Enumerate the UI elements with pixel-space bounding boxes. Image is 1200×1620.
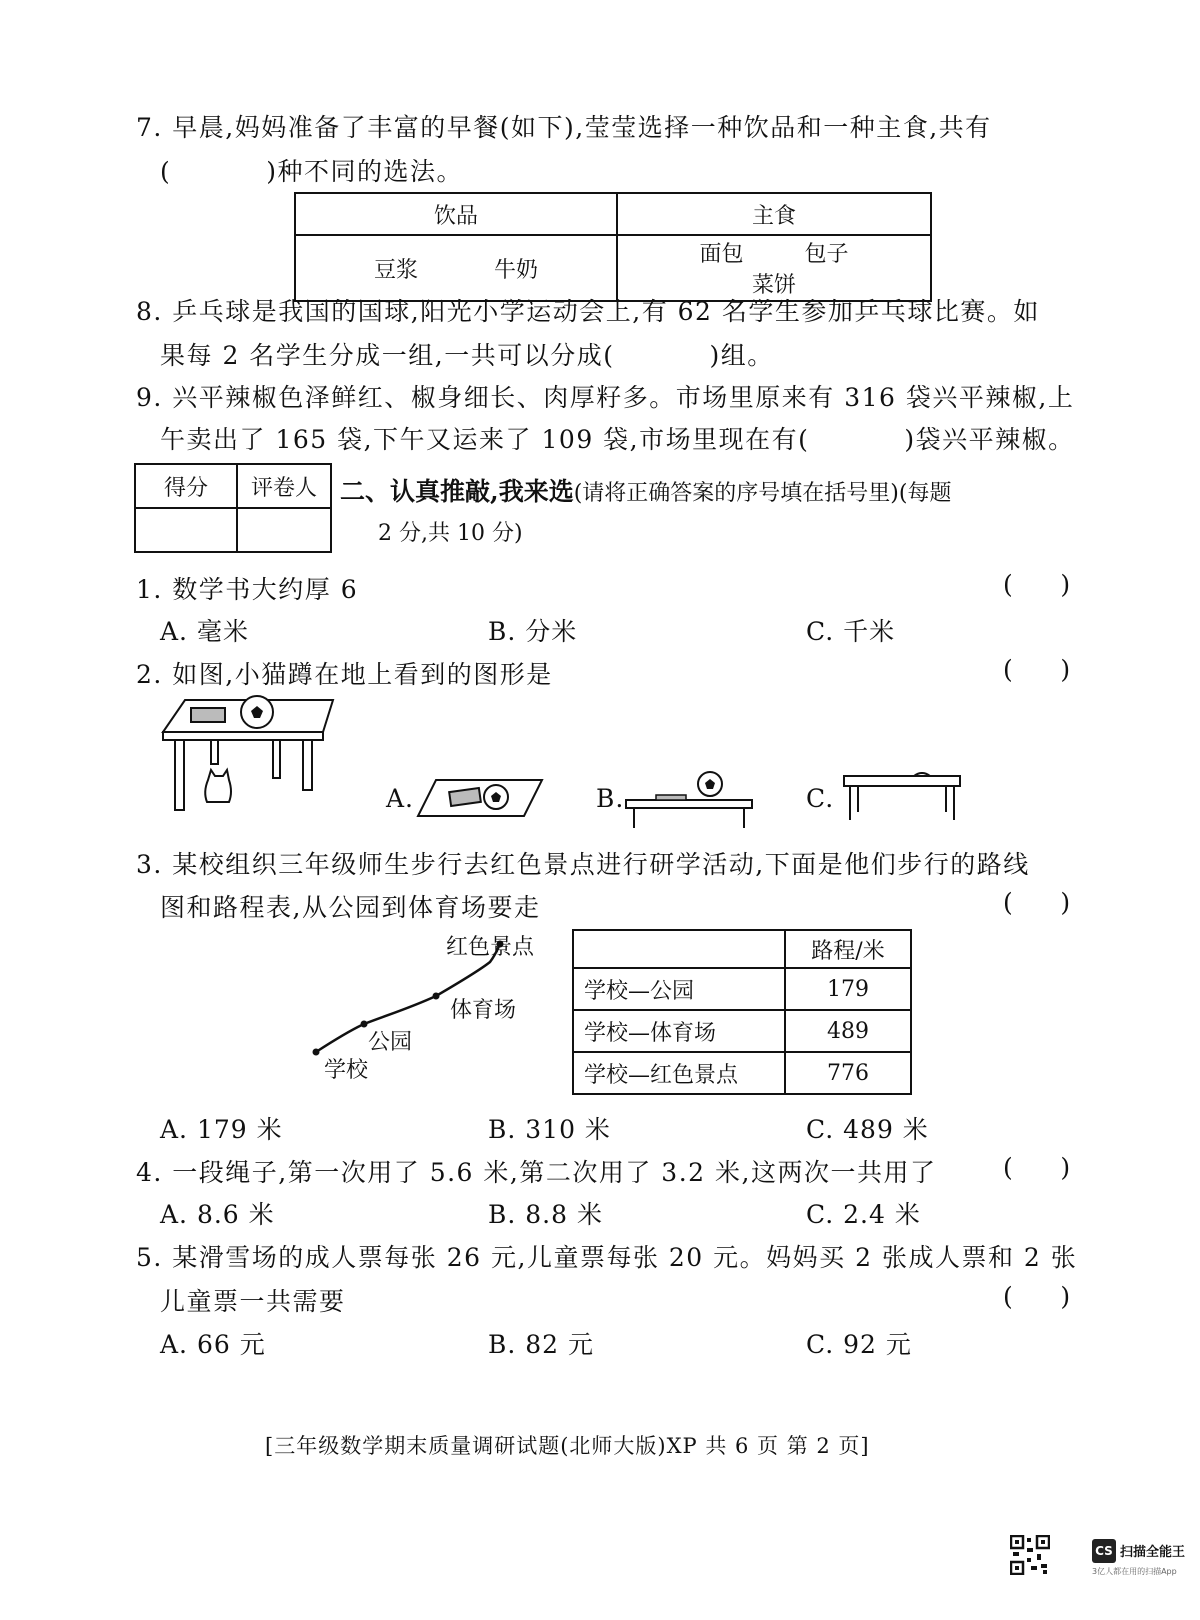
q7-food-item: 面包 (699, 242, 744, 267)
score-label: 得分 (135, 464, 237, 508)
mc1-option-a[interactable]: A. 毫米 (160, 617, 249, 646)
mc5-line1: 5. 某滑雪场的成人票每张 26 元,儿童票每张 20 元。妈妈买 2 张成人票和 2 张 (136, 1243, 1078, 1272)
distance-row-value: 776 (785, 1052, 911, 1094)
map-label-red-site: 红色景点 (446, 935, 535, 960)
q8-text-b: )组。 (709, 341, 774, 370)
q8-line1: 8. 乒乓球是我国的国球,阳光小学运动会上,有 62 名学生参加乒乓球比赛。如 (136, 297, 1040, 326)
map-label-stadium: 体育场 (450, 998, 517, 1023)
section2-note: (请将正确答案的序号填在括号里)(每题 (573, 481, 952, 506)
q7-close-text: )种不同的选法。 (266, 157, 464, 186)
section2-title: 二、认真推敲,我来选 (340, 477, 574, 506)
qr-code-icon (1010, 1535, 1050, 1575)
distance-row-value: 179 (785, 968, 911, 1010)
q7-drink-item: 牛奶 (493, 257, 538, 283)
mc3-line2: 图和路程表,从公园到体育场要走 (160, 893, 541, 922)
mc5-option-b[interactable]: B. 82 元 (488, 1330, 595, 1359)
q9-line2 (160, 420, 1075, 456)
q7-line1: 7. 早晨,妈妈准备了丰富的早餐(如下),莹莹选择一种饮品和一种主食,共有 (136, 113, 992, 142)
q8-text-a: 果每 2 名学生分成一组,一共可以分成( (160, 341, 615, 370)
q9-text-a: 午卖出了 165 袋,下午又运来了 109 袋,市场里现在有( (160, 425, 810, 454)
mc4-answer-paren[interactable]: ( ) (1003, 1153, 1071, 1182)
view-c-low-figure (840, 772, 965, 824)
mc3-answer-paren[interactable]: ( ) (1003, 888, 1071, 917)
map-label-school: 学校 (324, 1058, 369, 1083)
mc1-stem: 1. 数学书大约厚 6 (136, 575, 359, 604)
page-footer: [三年级数学期末质量调研试题(北师大版)XP 共 6 页 第 2 页] (265, 1434, 870, 1458)
distance-row-value: 489 (785, 1010, 911, 1052)
grader-field[interactable] (237, 508, 331, 552)
mc5-line2: 儿童票一共需要 (160, 1287, 346, 1316)
section2-note2: 2 分,共 10 分) (378, 521, 523, 546)
mc2-option-b[interactable]: B. (596, 784, 625, 813)
view-b-front-figure (624, 792, 754, 832)
distance-table (572, 929, 912, 1095)
mc3-option-a[interactable]: A. 179 米 (160, 1115, 283, 1144)
mc4-option-a[interactable]: A. 8.6 米 (160, 1200, 275, 1229)
q9-text-b: )袋兴平辣椒。 (904, 425, 1075, 454)
q7-breakfast-table (294, 192, 932, 302)
map-label-park: 公园 (368, 1030, 413, 1055)
q7-food-item: 菜饼 (751, 273, 796, 298)
q7-food-item: 包子 (804, 242, 849, 267)
scanner-logo-icon: CS (1092, 1539, 1116, 1563)
score-box (134, 463, 332, 553)
distance-table-corner (573, 930, 785, 968)
grader-label: 评卷人 (237, 464, 331, 508)
score-field[interactable] (135, 508, 237, 552)
mc5-option-a[interactable]: A. 66 元 (160, 1330, 266, 1359)
mc2-option-c[interactable]: C. (806, 784, 835, 813)
table-cat-illustration (155, 692, 340, 817)
scanner-name: 扫描全能王 (1120, 1545, 1186, 1560)
distance-table-head: 路程/米 (785, 930, 911, 968)
mc4-stem: 4. 一段绳子,第一次用了 5.6 米,第二次用了 3.2 米,这两次一共用了 (136, 1158, 937, 1187)
mc1-option-b[interactable]: B. 分米 (488, 617, 578, 646)
mc4-option-c[interactable]: C. 2.4 米 (806, 1200, 921, 1229)
mc2-option-a[interactable]: A. (386, 784, 415, 813)
distance-row-label: 学校—红色景点 (573, 1052, 785, 1094)
mc2-answer-paren[interactable]: ( ) (1003, 655, 1071, 684)
q7-line2 (160, 152, 463, 188)
section2-heading (340, 472, 951, 508)
mc1-option-c[interactable]: C. 千米 (806, 617, 896, 646)
q7-drink-item: 豆浆 (373, 257, 418, 283)
mc3-line1: 3. 某校组织三年级师生步行去红色景点进行研学活动,下面是他们步行的路线 (136, 850, 1030, 879)
q7-head-food: 主食 (617, 193, 931, 235)
scanner-tagline: 3亿人都在用的扫描App (1092, 1567, 1177, 1576)
q7-head-drinks: 饮品 (295, 193, 617, 235)
view-b-ball (694, 770, 728, 800)
mc1-answer-paren[interactable]: ( ) (1003, 570, 1071, 599)
q8-line2 (160, 336, 774, 372)
distance-row-label: 学校—公园 (573, 968, 785, 1010)
view-a-top-figure (416, 778, 544, 818)
mc3-option-b[interactable]: B. 310 米 (488, 1115, 611, 1144)
mc2-stem: 2. 如图,小猫蹲在地上看到的图形是 (136, 660, 553, 689)
q9-line1: 9. 兴平辣椒色泽鲜红、椒身细长、肉厚籽多。市场里原来有 316 袋兴平辣椒,上 (136, 383, 1075, 412)
mc4-option-b[interactable]: B. 8.8 米 (488, 1200, 603, 1229)
distance-row-label: 学校—体育场 (573, 1010, 785, 1052)
mc5-option-c[interactable]: C. 92 元 (806, 1330, 912, 1359)
q7-open-paren: ( (160, 157, 172, 186)
mc3-option-c[interactable]: C. 489 米 (806, 1115, 929, 1144)
mc5-answer-paren[interactable]: ( ) (1003, 1282, 1071, 1311)
